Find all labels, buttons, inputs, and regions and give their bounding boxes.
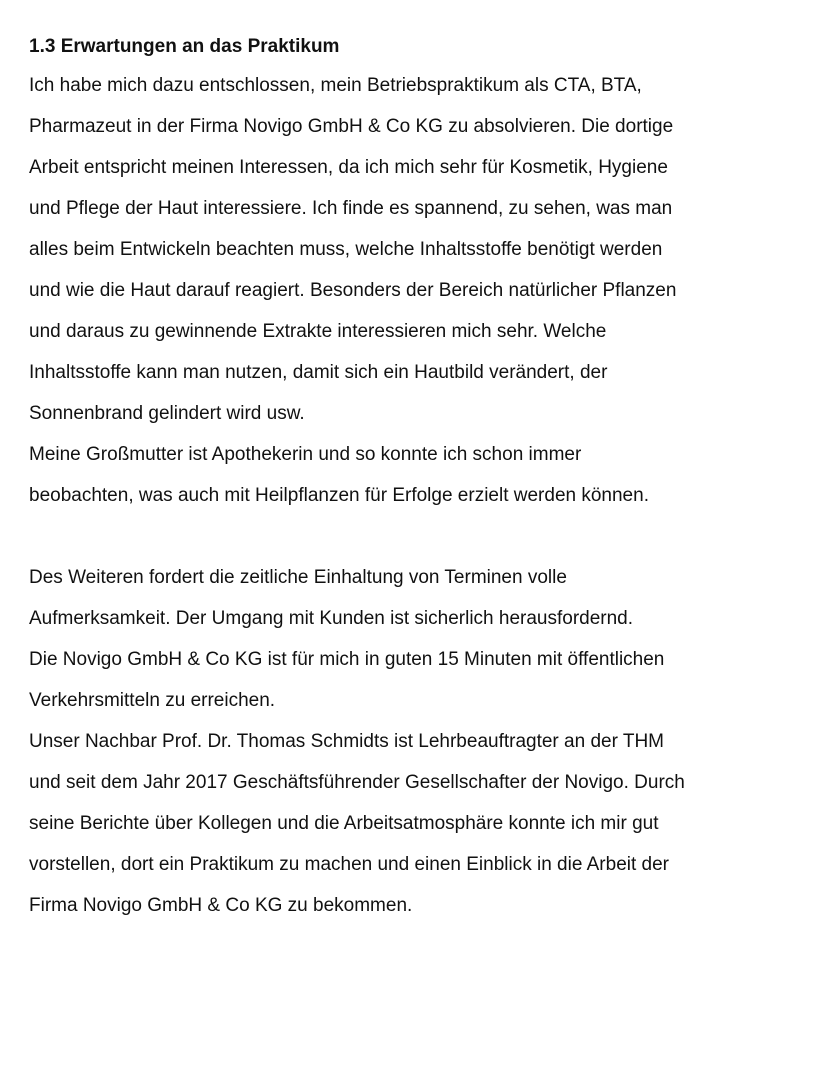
text-line: Meine Großmutter ist Apothekerin und so konnte ich schon immer	[29, 444, 582, 465]
text-line: alles beim Entwickeln beachten muss, welche Inhaltsstoffe benötigt werden	[29, 239, 663, 260]
text-line: Arbeit entspricht meinen Interessen, da ich mich sehr für Kosmetik, Hygiene	[29, 157, 668, 178]
text-line: Die Novigo GmbH & Co KG ist für mich in guten 15 Minuten mit öffentlichen	[29, 649, 665, 670]
text-line: vorstellen, dort ein Praktikum zu machen und einen Einblick in die Arbeit der	[29, 854, 670, 875]
section-heading: 1.3 Erwartungen an das Praktikum	[29, 36, 340, 57]
text-line: und Pflege der Haut interessiere. Ich finde es spannend, zu sehen, was man	[29, 198, 673, 219]
text-line: und daraus zu gewinnende Extrakte interessieren mich sehr. Welche	[29, 321, 607, 342]
text-line: Aufmerksamkeit. Der Umgang mit Kunden ist sicherlich herausfordernd.	[29, 608, 634, 629]
text-line: Ich habe mich dazu entschlossen, mein Betriebspraktikum als CTA, BTA,	[29, 75, 642, 96]
paragraph-expectations	[29, 65, 819, 516]
paragraph-further	[29, 557, 819, 926]
paragraph-gap	[29, 516, 819, 557]
text-line: Unser Nachbar Prof. Dr. Thomas Schmidts ist Lehrbeauftragter an der THM	[29, 731, 665, 752]
document-page	[29, 32, 819, 926]
text-line: Pharmazeut in der Firma Novigo GmbH & Co KG zu absolvieren. Die dortige	[29, 116, 674, 137]
text-line: Firma Novigo GmbH & Co KG zu bekommen.	[29, 895, 413, 916]
text-line: und seit dem Jahr 2017 Geschäftsführender Gesellschafter der Novigo. Durch	[29, 772, 685, 793]
text-line: Inhaltsstoffe kann man nutzen, damit sich ein Hautbild verändert, der	[29, 362, 608, 383]
text-line: Sonnenbrand gelindert wird usw.	[29, 403, 305, 424]
text-line: und wie die Haut darauf reagiert. Besonders der Bereich natürlicher Pflanzen	[29, 280, 677, 301]
text-line: seine Berichte über Kollegen und die Arbeitsatmosphäre konnte ich mir gut	[29, 813, 659, 834]
text-line: Des Weiteren fordert die zeitliche Einhaltung von Terminen volle	[29, 567, 567, 588]
text-line: Verkehrsmitteln zu erreichen.	[29, 690, 276, 711]
text-line: beobachten, was auch mit Heilpflanzen für Erfolge erzielt werden können.	[29, 485, 649, 506]
